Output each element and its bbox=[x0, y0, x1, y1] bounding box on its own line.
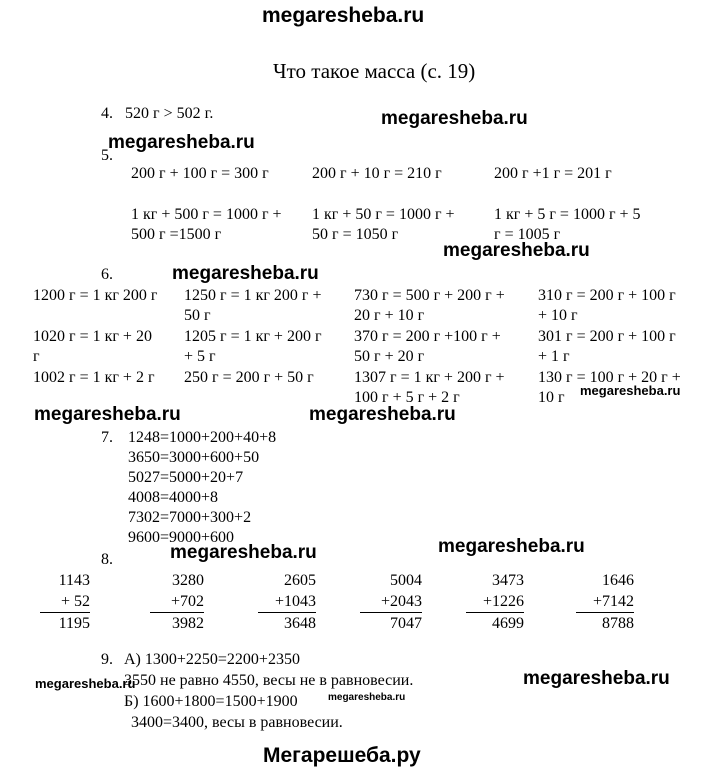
task-8-column bbox=[40, 570, 90, 634]
watermark: megaresheba.ru bbox=[108, 132, 255, 153]
watermark-top: megaresheba.ru bbox=[262, 4, 425, 27]
task-7-line: 3650=3000+600+50 bbox=[128, 449, 260, 466]
task-8-column bbox=[150, 570, 204, 634]
addend: +2043 bbox=[360, 591, 422, 613]
task-9-b-equation: Б) 1600+1800=1500+1900 bbox=[124, 693, 298, 710]
task-6-cell: 301 г = 200 г + 100 г + 1 г bbox=[538, 328, 676, 365]
task-6-cell: 1020 г = 1 кг + 20 г bbox=[33, 328, 152, 365]
task-8-number: 8. bbox=[101, 551, 113, 568]
sum: 3648 bbox=[284, 615, 316, 632]
sum: 7047 bbox=[390, 615, 422, 632]
watermark: megaresheba.ru bbox=[443, 240, 590, 261]
task-9-a-equation: А) 1300+2250=2200+2350 bbox=[124, 651, 300, 668]
task-6-cell: 730 г = 500 г + 200 г + 20 г + 10 г bbox=[354, 287, 505, 324]
addend: +7142 bbox=[576, 591, 634, 613]
task-8-column bbox=[576, 570, 634, 634]
task-4-number: 4. bbox=[101, 105, 113, 122]
task-6-cell: 310 г = 200 г + 100 г + 10 г bbox=[538, 287, 676, 324]
task-5-cell: 200 г + 10 г = 210 г bbox=[312, 165, 442, 182]
watermark: megaresheba.ru bbox=[381, 108, 528, 129]
addend: 2605 bbox=[284, 572, 316, 589]
watermark: megaresheba.ru bbox=[34, 404, 181, 425]
task-8-column bbox=[466, 570, 524, 634]
sum: 4699 bbox=[492, 615, 524, 632]
task-5-number: 5. bbox=[101, 147, 113, 164]
task-7-number: 7. bbox=[101, 429, 113, 446]
sum: 3982 bbox=[172, 615, 204, 632]
task-5-cell: 1 кг + 500 г = 1000 г + 500 г =1500 г bbox=[131, 206, 282, 243]
addend: +1226 bbox=[466, 591, 524, 613]
task-6-cell: 1002 г = 1 кг + 2 г bbox=[33, 369, 155, 386]
task-6-cell: 130 г = 100 г + 20 г + 10 г bbox=[538, 369, 681, 406]
task-5-cell: 200 г +1 г = 201 г bbox=[494, 165, 612, 182]
watermark-bottom: Мегарешеба.ру bbox=[263, 744, 421, 767]
watermark: megaresheba.ru bbox=[438, 536, 585, 557]
addend: 5004 bbox=[390, 572, 422, 589]
page-title: Что такое масса (с. 19) bbox=[273, 59, 476, 83]
addend: 3473 bbox=[492, 572, 524, 589]
watermark: megaresheba.ru bbox=[35, 676, 136, 691]
task-9-a-result: 3550 не равно 4550, весы не в равновесии. bbox=[124, 672, 414, 689]
watermark: megaresheba.ru bbox=[523, 668, 670, 689]
task-7-line: 9600=9000+600 bbox=[128, 529, 235, 546]
task-7-line: 7302=7000+300+2 bbox=[128, 509, 252, 526]
addend: 3280 bbox=[172, 572, 204, 589]
task-6-cell: 1250 г = 1 кг 200 г + 50 г bbox=[184, 287, 322, 324]
task-9-number: 9. bbox=[101, 651, 113, 668]
addend: 1646 bbox=[602, 572, 634, 589]
task-7-line: 1248=1000+200+40+8 bbox=[128, 429, 277, 446]
addend: + 52 bbox=[40, 591, 90, 613]
watermark: megaresheba.ru bbox=[170, 542, 317, 563]
watermark: megaresheba.ru bbox=[580, 383, 681, 398]
task-6-cell: 1307 г = 1 кг + 200 г + 100 г + 5 г + 2 г bbox=[354, 369, 505, 406]
task-7-line: 5027=5000+20+7 bbox=[128, 469, 244, 486]
task-5-cell: 1 кг + 5 г = 1000 г + 5 г = 1005 г bbox=[494, 206, 641, 243]
task-6-cell: 370 г = 200 г +100 г + 50 г + 20 г bbox=[354, 328, 501, 365]
task-5-cell: 200 г + 100 г = 300 г bbox=[131, 165, 269, 182]
task-7-line: 4008=4000+8 bbox=[128, 489, 219, 506]
task-6-cell: 1205 г = 1 кг + 200 г + 5 г bbox=[184, 328, 322, 365]
task-8-column bbox=[258, 570, 316, 634]
task-4-answer: 520 г > 502 г. bbox=[125, 105, 214, 122]
addend: 1143 bbox=[58, 572, 90, 589]
watermark: megaresheba.ru bbox=[172, 263, 319, 284]
watermark: megaresheba.ru bbox=[309, 404, 456, 425]
watermark: megaresheba.ru bbox=[328, 692, 406, 703]
task-6-number: 6. bbox=[101, 266, 113, 283]
task-6-cell: 1200 г = 1 кг 200 г bbox=[33, 287, 158, 304]
sum: 1195 bbox=[58, 615, 90, 632]
task-8-column bbox=[360, 570, 422, 634]
task-5-cell: 1 кг + 50 г = 1000 г + 50 г = 1050 г bbox=[312, 206, 455, 243]
addend: +1043 bbox=[258, 591, 316, 613]
sum: 8788 bbox=[602, 615, 634, 632]
task-9-b-result: 3400=3400, весы в равновесии. bbox=[131, 714, 343, 731]
task-6-cell: 250 г = 200 г + 50 г bbox=[184, 369, 314, 386]
addend: +702 bbox=[150, 591, 204, 613]
